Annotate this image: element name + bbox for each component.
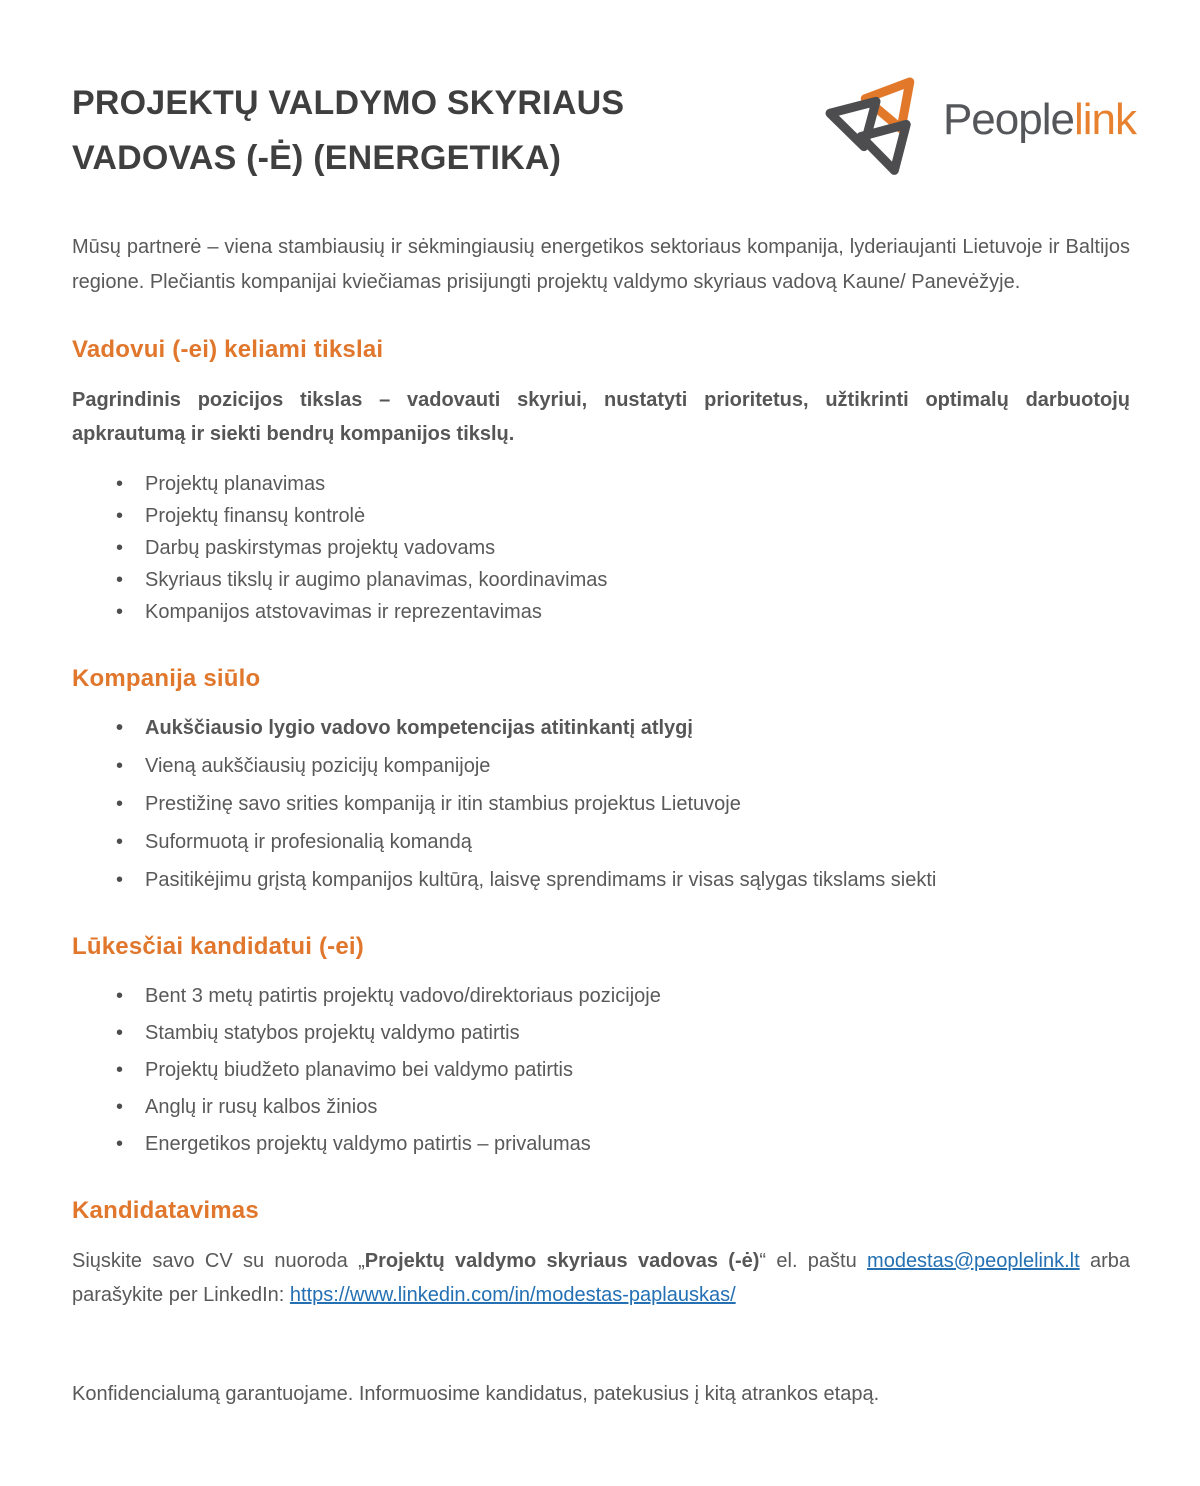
list-item: • Prestižinę savo srities kompaniją ir itin stambius projektus Lietuvoje [72, 788, 1130, 820]
linkedin-link[interactable]: https://www.linkedin.com/in/modestas-paplauskas/ [289, 1284, 736, 1307]
list-item: • Suformuotą ir profesionalią komandą [72, 826, 1130, 858]
email-link[interactable]: modestas@peoplelink.lt [867, 1249, 1080, 1272]
list-item: • Darbų paskirstymas projektų vadovams [72, 532, 1130, 564]
peoplelink-logo-text [943, 95, 1136, 145]
section-heading-goals: Vadovui (-ei) keliami tikslai [72, 335, 384, 363]
list-item: • Stambių statybos projektų valdymo patirtis [72, 1017, 1130, 1049]
logo-text-link: link [1073, 95, 1136, 144]
list-item: • Kompanijos atstovavimas ir reprezentavimas [72, 596, 1130, 628]
peoplelink-logo [821, 64, 1136, 176]
list-item: • Vieną aukščiausių pozicijų kompanijoje [72, 750, 1130, 782]
confidentiality-note: Konfidencialumą garantuojame. Informuosime kandidatus, patekusius į kitą atrankos etapą. [72, 1382, 880, 1405]
list-item: • Skyriaus tikslų ir augimo planavimas, koordinavimas [72, 564, 1130, 596]
apply-text-after: “ el. paštu [759, 1249, 868, 1272]
list-item: • Projektų planavimas [72, 468, 1130, 500]
peoplelink-logo-icon [821, 64, 929, 176]
list-item: • Projektų finansų kontrolė [72, 500, 1130, 532]
section-heading-apply: Kandidatavimas [72, 1196, 259, 1224]
expectations-bullet-list [72, 980, 1130, 1160]
page-title-line1: PROJEKTŲ VALDYMO SKYRIAUS [72, 84, 625, 122]
list-item: • Projektų biudžeto planavimo bei valdymo patirtis [72, 1054, 1130, 1086]
apply-position-name: Projektų valdymo skyriaus vadovas (-ė) [364, 1249, 760, 1272]
document-header [72, 62, 1136, 186]
list-item: • Aukščiausio lygio vadovo kompetencijas atitinkantį atlygį [72, 712, 1130, 744]
apply-text-before: Siųskite savo CV su nuoroda „ [72, 1249, 365, 1272]
intro-paragraph: Mūsų partnerė – viena stambiausių ir sėkmingiausių energetikos sektoriaus kompanija, lyderiaujanti Lietuvoje ir Baltijos regione. Plečiantis kompanijai kviečiamas prisijungti projektų valdymo skyriaus vadovą Kaune/ Panevėžyje. [72, 236, 1130, 293]
section-heading-expectations: Lūkesčiai kandidatui (-ei) [72, 932, 364, 960]
list-item: • Energetikos projektų valdymo patirtis – privalumas [72, 1128, 1130, 1160]
logo-text-people: People [942, 95, 1074, 144]
list-item: • Bent 3 metų patirtis projektų vadovo/direktoriaus pozicijoje [72, 980, 1130, 1012]
offer-bullet-list [72, 712, 1130, 896]
apply-paragraph [72, 1244, 1130, 1313]
page-title-line2: VADOVAS (-Ė) (ENERGETIKA) [72, 139, 562, 178]
page-title [72, 76, 624, 186]
list-item: • Pasitikėjimu grįstą kompanijos kultūrą, laisvę sprendimams ir visas sąlygas tikslams siekti [72, 864, 1130, 896]
list-item: • Anglų ir rusų kalbos žinios [72, 1091, 1130, 1123]
section-heading-offer: Kompanija siūlo [72, 664, 261, 692]
goals-lead-paragraph: Pagrindinis pozicijos tikslas – vadovauti skyriui, nustatyti prioritetus, užtikrinti optimalų darbuotojų apkrautumą ir siekti bendrų kompanijos tikslų. [72, 388, 1130, 446]
goals-bullet-list [72, 468, 1130, 628]
apply-text-between: arba parašykite per LinkedIn: [72, 1249, 1130, 1307]
